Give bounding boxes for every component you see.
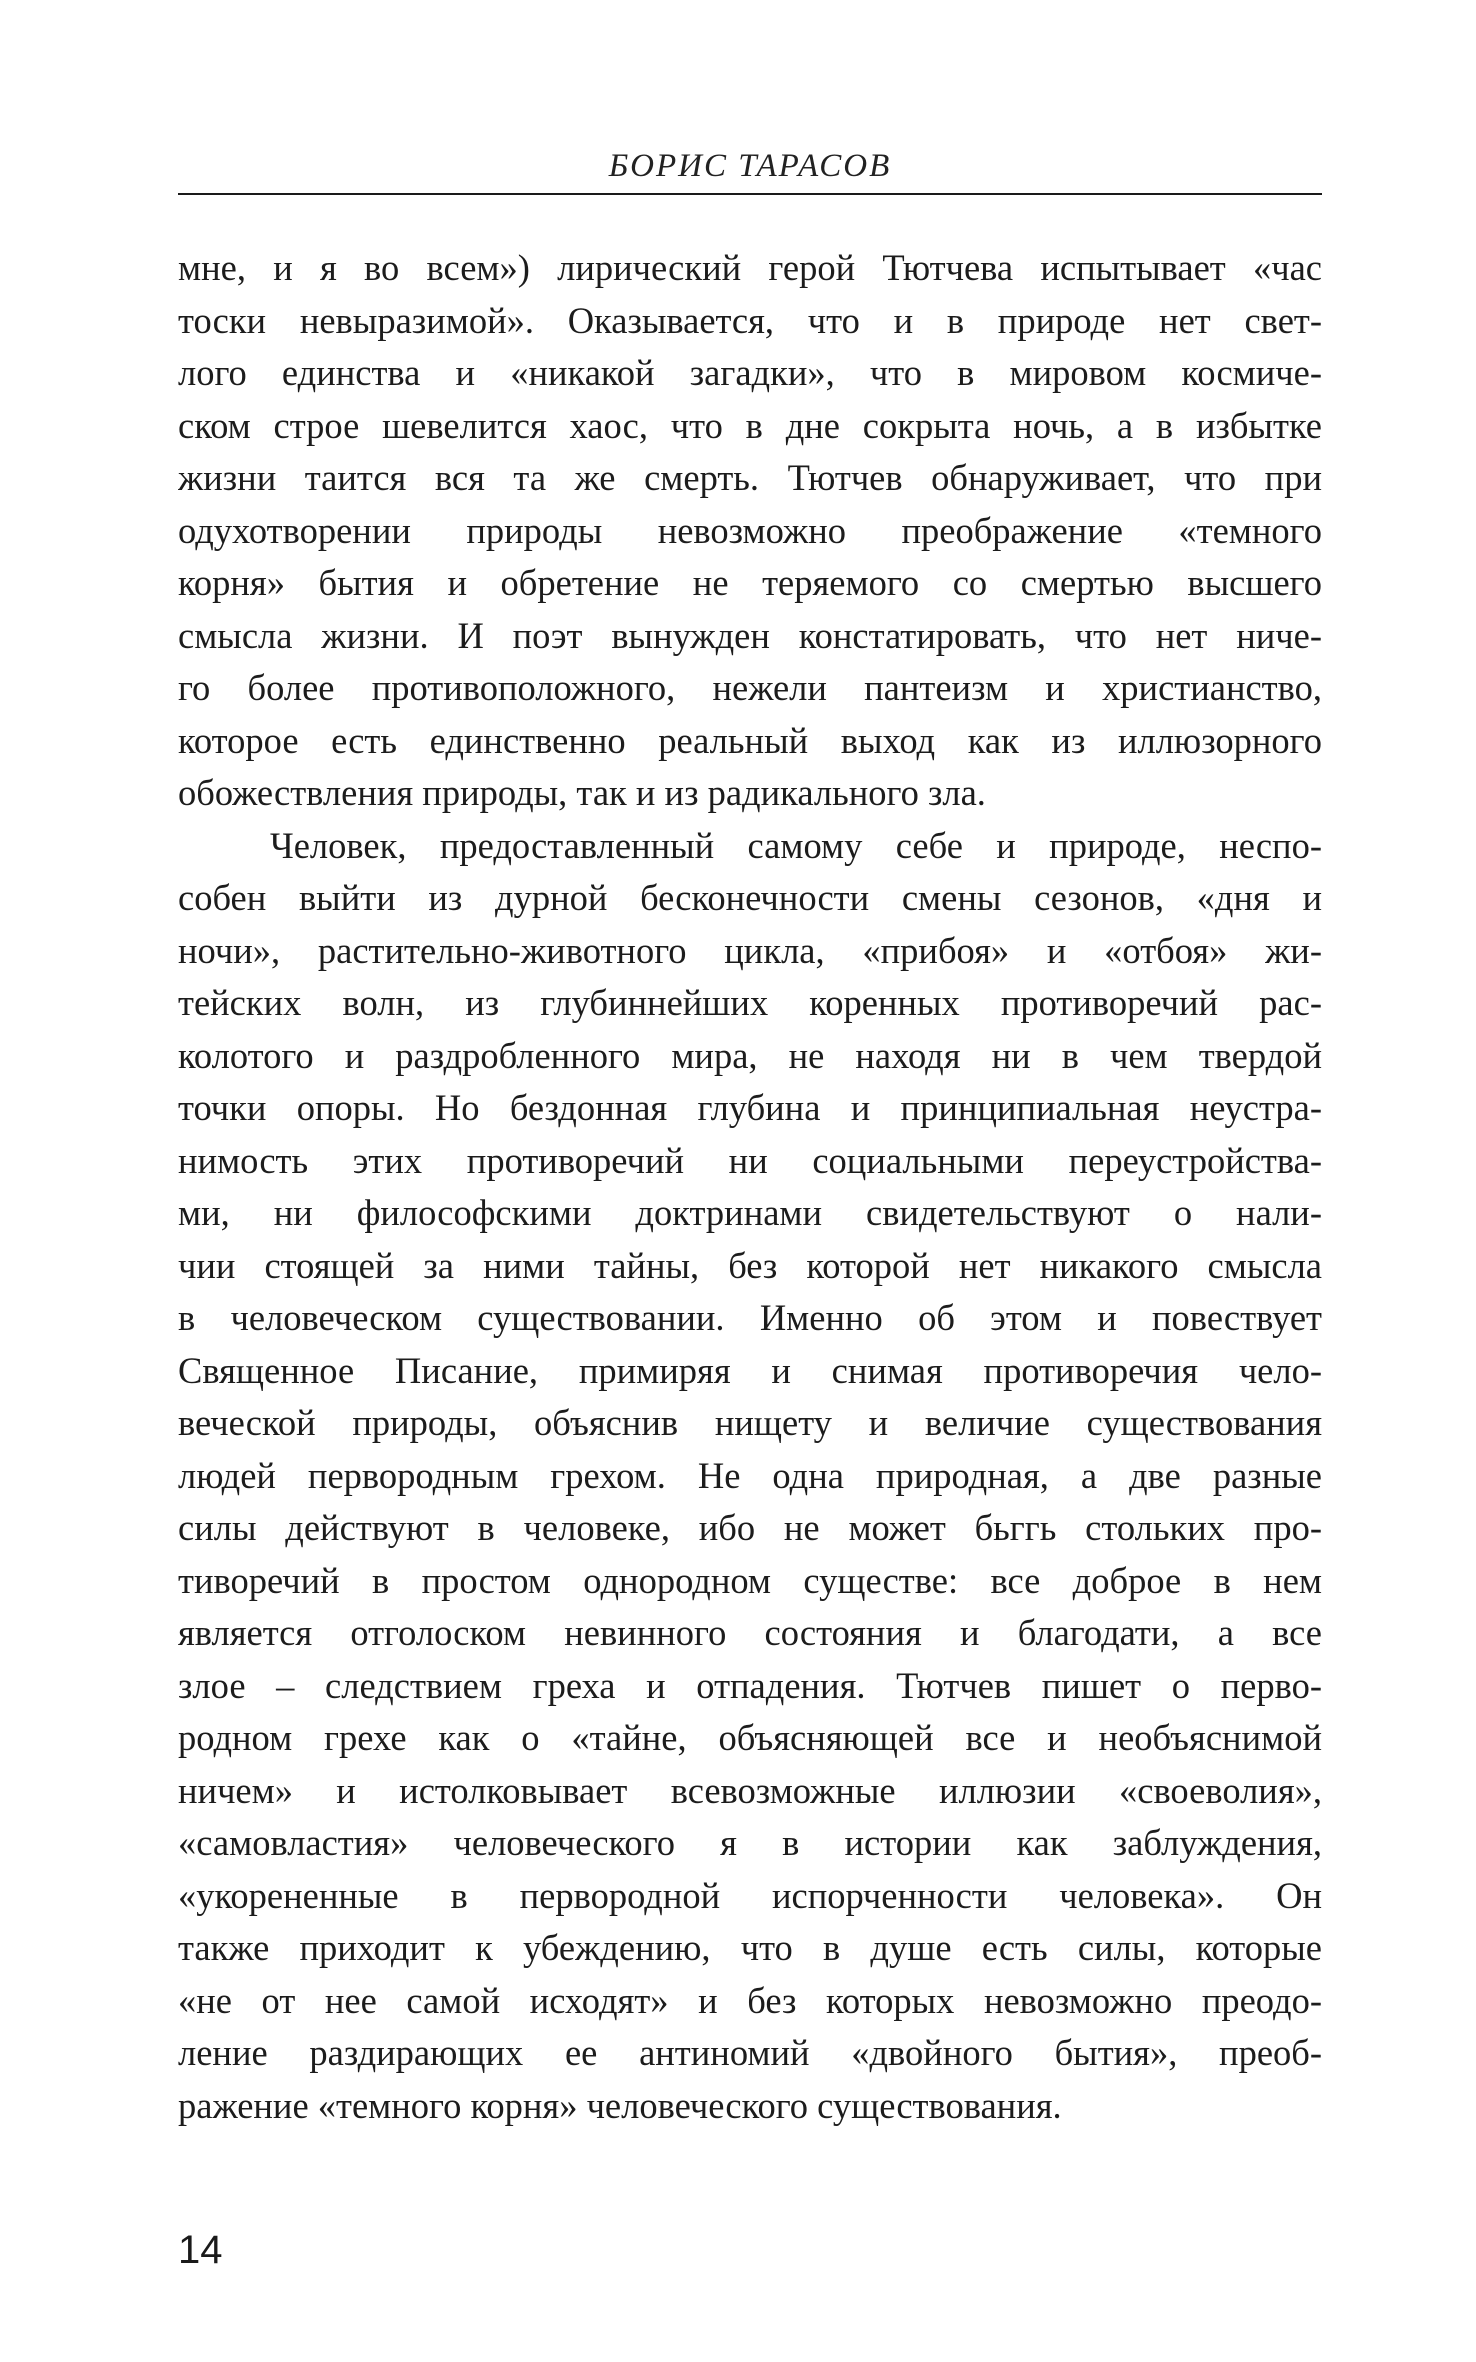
text-line: также приходит к убеждению, что в душе есть силы, которые (178, 1927, 1322, 1968)
text-line: колотого и раздробленного мира, не находя ни в чем твердой (178, 1034, 1322, 1076)
text-line: родном грехе как о «тайне, объясняющей все и необъяснимой (178, 1717, 1322, 1758)
page-number: 14 (178, 2228, 223, 2272)
text-line: «не от нее самой исходят» и без которых невозможно преодо- (178, 1979, 1322, 2021)
text-line: одухотворении природы невозможно преображение «темного (178, 509, 1322, 551)
text-line: собен выйти из дурной бесконечности смены сезонов, «дня и (178, 877, 1322, 918)
text-line: ночи», растительно-животного цикла, «прибоя» и «отбоя» жи- (178, 929, 1322, 971)
text-line: смысла жизни. И поэт вынужден констатировать, что нет ниче- (178, 614, 1322, 656)
paragraph-1 (178, 242, 1322, 820)
text-line: ничем» и истолковывает всевозможные иллюзии «своеволия», (178, 1769, 1322, 1811)
body-text (178, 242, 1322, 2132)
header-rule (178, 193, 1322, 195)
text-line: ми, ни философскими доктринами свидетельствуют о нали- (178, 1192, 1322, 1233)
text-line: ском строе шевелится хаос, что в дне сокрыта ночь, а в избытке (178, 404, 1322, 446)
text-line: является отголоском невинного состояния и благодати, а все (178, 1612, 1322, 1653)
text-line: тоски невыразимой». Оказывается, что и в природе нет свет- (178, 299, 1322, 341)
text-line: мне, и я во всем») лирический герой Тютчева испытывает «час (178, 247, 1322, 288)
text-line: «укорененные в первородной испорченности человека». Он (178, 1874, 1322, 1916)
running-head-title: БОРИС ТАРАСОВ (608, 148, 892, 184)
text-line: тиворечий в простом однородном существе: все доброе в нем (178, 1559, 1322, 1601)
text-line: веческой природы, объяснив нищету и величие существования (178, 1402, 1322, 1443)
text-line: ление раздирающих ее антиномий «двойного бытия», преоб- (178, 2032, 1322, 2073)
text-line: силы действуют в человеке, ибо не может бьггь стольких про- (178, 1507, 1322, 1548)
text-line: точки опоры. Но бездонная глубина и принципиальная неустра- (178, 1087, 1322, 1128)
text-line: в человеческом существовании. Именно об этом и повествует (178, 1297, 1322, 1338)
paragraph-2 (178, 820, 1322, 2133)
text-line: «самовластия» человеческого я в истории как заблуждения, (178, 1822, 1322, 1863)
text-line: людей первородным грехом. Не одна природная, а две разные (178, 1454, 1322, 1496)
text-line: злое – следствием греха и отпадения. Тютчев пишет о перво- (178, 1664, 1322, 1706)
text-line: корня» бытия и обретение не теряемого со смертью высшего (178, 562, 1322, 603)
text-line: ражение «темного корня» человеческого существования. (178, 2084, 1062, 2126)
text-line: Человек, предоставленный самому себе и природе, неспо- (270, 824, 1322, 866)
text-line: чии стоящей за ними тайны, без которой нет никакого смысла (178, 1244, 1322, 1286)
text-line: которое есть единственно реальный выход как из иллюзорного (178, 719, 1322, 761)
text-line: лого единства и «никакой загадки», что в мировом космиче- (178, 352, 1322, 393)
text-line: го более противоположного, нежели пантеизм и христианство, (178, 667, 1322, 708)
text-line: нимость этих противоречий ни социальными переустройства- (178, 1139, 1322, 1181)
text-line: обожествления природы, так и из радикального зла. (178, 772, 986, 813)
text-line: жизни таится вся та же смерть. Тютчев обнаруживает, что при (178, 457, 1322, 498)
text-line: Священное Писание, примиряя и снимая противоречия чело- (178, 1349, 1322, 1391)
text-line: тейских волн, из глубиннейших коренных противоречий рас- (178, 982, 1322, 1023)
